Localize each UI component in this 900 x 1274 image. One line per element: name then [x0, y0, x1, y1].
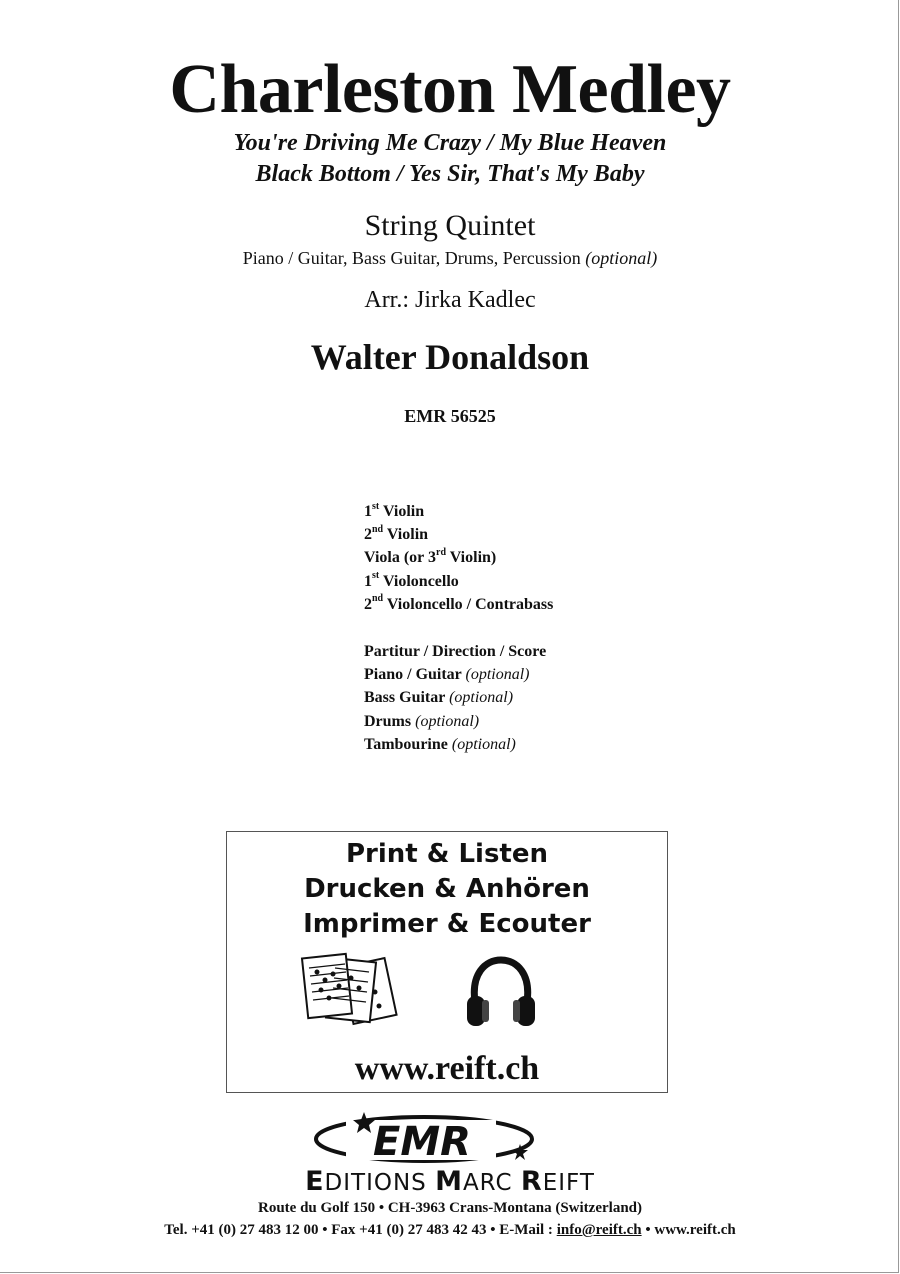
publisher-name: EDITIONS MARC REIFT	[305, 1166, 595, 1197]
print-and-listen-box	[226, 831, 668, 1093]
publisher-contact	[0, 1220, 900, 1240]
sheet-music-icon	[299, 952, 411, 1032]
part-item: 1st Violin	[364, 500, 425, 520]
promo-line-imprimer-ecouter: Imprimer & Ecouter	[303, 909, 591, 939]
piece-title: Charleston Medley	[169, 51, 731, 128]
headphones-icon	[465, 956, 537, 1030]
extra-part-item: Bass Guitar (optional)	[364, 689, 514, 707]
promo-line-print-listen: Print & Listen	[345, 839, 549, 869]
catalog-number: EMR 56525	[404, 406, 496, 426]
part-item: Viola (or 3rd Violin)	[364, 547, 497, 567]
optional-note: (optional)	[585, 248, 658, 268]
extra-part-item: Drums (optional)	[364, 712, 480, 730]
publisher-address: Route du Golf 150 • CH-3963 Crans-Montana (Switzerland)	[258, 1200, 642, 1216]
promo-website[interactable]: www.reift.ch	[354, 1050, 540, 1087]
contact-phone-fax: Tel. +41 (0) 27 483 12 00 • Fax +41 (0) 27 483 42 43 • E-Mail :	[164, 1222, 557, 1238]
part-item: 2nd Violin	[364, 523, 429, 544]
contact-website[interactable]: • www.reift.ch	[641, 1222, 736, 1238]
instrumentation: String Quintet	[364, 209, 536, 242]
optional-instruments	[0, 247, 900, 269]
arranger: Arr.: Jirka Kadlec	[364, 287, 536, 313]
part-item: 2nd Violoncello / Contrabass	[364, 593, 554, 613]
parts-list	[364, 500, 553, 616]
emr-logo	[306, 1108, 556, 1170]
subtitle-line-1: You're Driving Me Crazy / My Blue Heaven	[233, 130, 667, 156]
part-item: 1st Violoncello	[364, 570, 459, 590]
composer: Walter Donaldson	[310, 337, 590, 377]
email-link[interactable]: info@reift.ch	[556, 1222, 642, 1238]
extra-part-item: Tambourine (optional)	[364, 735, 516, 753]
extra-part-item: Partitur / Direction / Score	[364, 643, 547, 660]
promo-line-drucken-anhoeren: Drucken & Anhören	[304, 874, 590, 904]
subtitle-line-2: Black Bottom / Yes Sir, That's My Baby	[255, 161, 645, 187]
extra-parts-list	[364, 640, 546, 756]
extra-part-item: Piano / Guitar (optional)	[364, 666, 530, 684]
optional-instruments-text: Piano / Guitar, Bass Guitar, Drums, Percussion	[242, 248, 581, 268]
emr-logo-text: EMR	[373, 1119, 471, 1165]
